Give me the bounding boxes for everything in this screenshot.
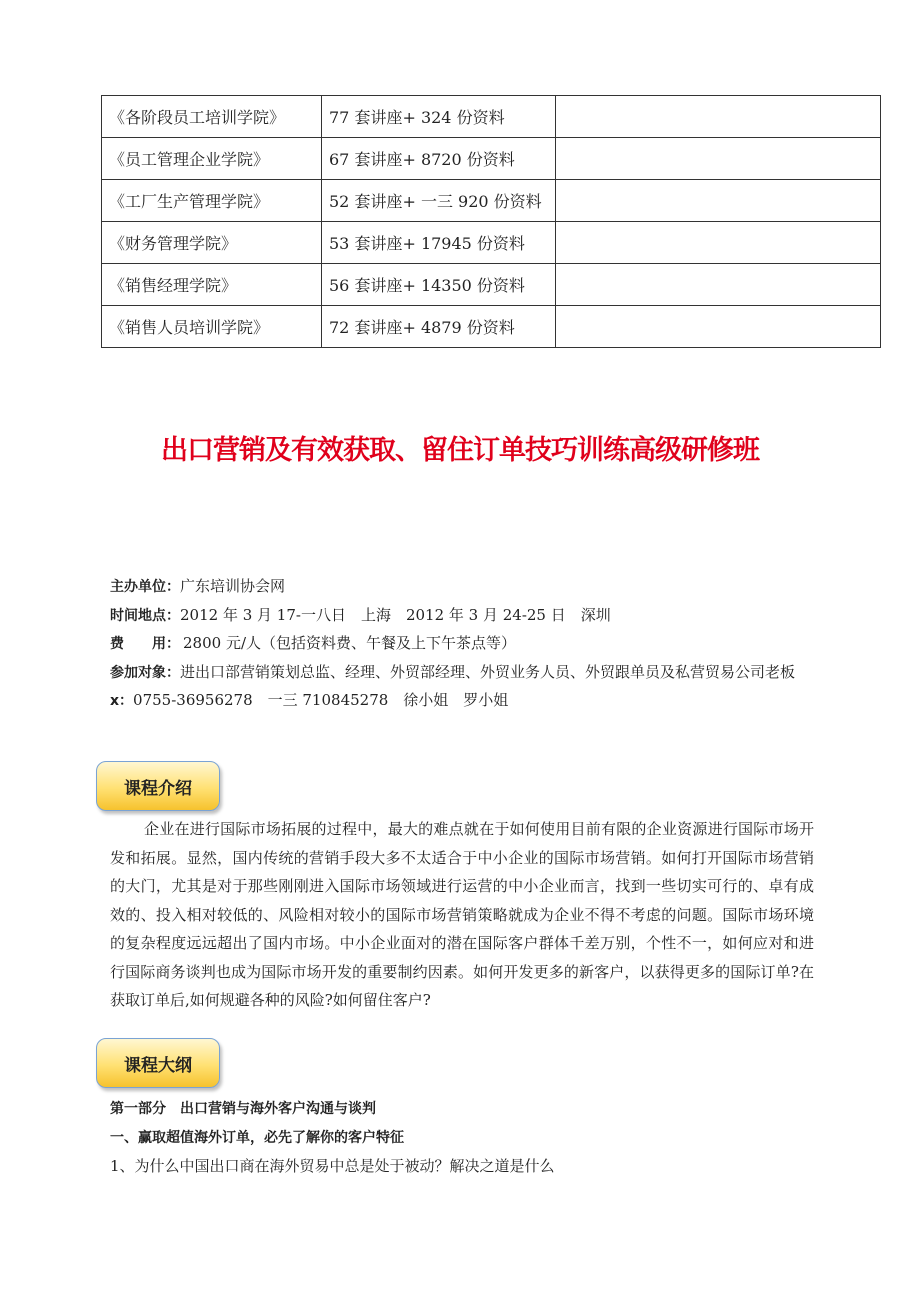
time-label: 时间地点： bbox=[110, 607, 180, 624]
table-cell-content: 53 套讲座+ 17945 份资料 bbox=[322, 222, 556, 264]
info-row-time bbox=[110, 602, 795, 631]
outline-block bbox=[110, 1095, 555, 1181]
time-value: 2012 年 3 月 17-一八日 上海 2012 年 3 月 24-25 日 深圳 bbox=[180, 605, 611, 624]
table-cell-note bbox=[556, 138, 881, 180]
table-row bbox=[102, 264, 881, 306]
table-cell-name: 《销售人员培训学院》 bbox=[102, 306, 322, 348]
table-cell-content: 56 套讲座+ 14350 份资料 bbox=[322, 264, 556, 306]
table-cell-name: 《销售经理学院》 bbox=[102, 264, 322, 306]
table-cell-note bbox=[556, 264, 881, 306]
table-cell-content: 72 套讲座+ 4879 份资料 bbox=[322, 306, 556, 348]
fee-value: 2800 元/人（包括资料费、午餐及上下午茶点等） bbox=[183, 634, 516, 652]
catalog-table bbox=[101, 95, 881, 348]
outline-item: 1、为什么中国出口商在海外贸易中总是处于被动？解决之道是什么 bbox=[110, 1157, 555, 1175]
info-row-contact bbox=[110, 687, 795, 716]
table-cell-name: 《员工管理企业学院》 bbox=[102, 138, 322, 180]
table-cell-name: 《财务管理学院》 bbox=[102, 222, 322, 264]
table-cell-content: 52 套讲座+ 一三 920 份资料 bbox=[322, 180, 556, 222]
info-row-fee bbox=[110, 630, 795, 659]
info-row-host bbox=[110, 573, 795, 602]
info-row-audience bbox=[110, 659, 795, 688]
table-cell-name: 《各阶段员工培训学院》 bbox=[102, 96, 322, 138]
fee-label: 费 用： bbox=[110, 636, 180, 652]
table-cell-content: 77 套讲座+ 324 份资料 bbox=[322, 96, 556, 138]
contact-label: x： bbox=[110, 693, 134, 709]
section-tab-outline: 课程大纲 bbox=[96, 1038, 220, 1088]
table-row bbox=[102, 222, 881, 264]
section-tab-intro: 课程介绍 bbox=[96, 761, 220, 811]
table-row bbox=[102, 180, 881, 222]
table-cell-note bbox=[556, 222, 881, 264]
audience-label: 参加对象： bbox=[110, 664, 180, 681]
outline-part-title: 第一部分 出口营销与海外客户沟通与谈判 bbox=[110, 1101, 376, 1117]
table-row bbox=[102, 138, 881, 180]
host-label: 主办单位： bbox=[110, 579, 180, 595]
outline-heading: 一、赢取超值海外订单，必先了解你的客户特征 bbox=[110, 1129, 404, 1146]
contact-value: 0755-36956278 一三 710845278 徐小姐 罗小姐 bbox=[133, 691, 509, 709]
host-value: 广东培训协会网 bbox=[180, 577, 286, 595]
intro-text-block bbox=[110, 815, 814, 1015]
table-cell-note bbox=[556, 96, 881, 138]
course-title: 出口营销及有效获取、留住订单技巧训练高级研修班 bbox=[161, 435, 759, 466]
table-row bbox=[102, 96, 881, 138]
table-row bbox=[102, 306, 881, 348]
table-cell-note bbox=[556, 180, 881, 222]
course-info bbox=[110, 573, 795, 716]
table-cell-note bbox=[556, 306, 881, 348]
intro-paragraph: 企业在进行国际市场拓展的过程中，最大的难点就在于如何使用目前有限的企业资源进行国际市场开发和拓展。显然，国内传统的营销手段大多不太适合于中小企业的国际市场营销。如何打开国际市场营销的大门，尤其是对于那些刚刚进入国际市场领域进行运营的中小企业而言，找到一些切实可行的、卓有成效的、投入相对较低的、风险相对较小的国际市场营销策略就成为企业不得不考虑的问题。国际市场环境的复杂程度远远超出了国内市场。中小企业面对的潜在国际客户群体千差万别，个性不一，如何应对和进行国际商务谈判也成为国际市场开发的重要制约因素。如何开发更多的新客户，以获得更多的国际订单?在获取订单后,如何规避各种的风险?如何留住客户? bbox=[110, 820, 814, 1009]
table-cell-content: 67 套讲座+ 8720 份资料 bbox=[322, 138, 556, 180]
audience-value: 进出口部营销策划总监、经理、外贸部经理、外贸业务人员、外贸跟单员及私营贸易公司老板 bbox=[180, 662, 796, 681]
table-cell-name: 《工厂生产管理学院》 bbox=[102, 180, 322, 222]
